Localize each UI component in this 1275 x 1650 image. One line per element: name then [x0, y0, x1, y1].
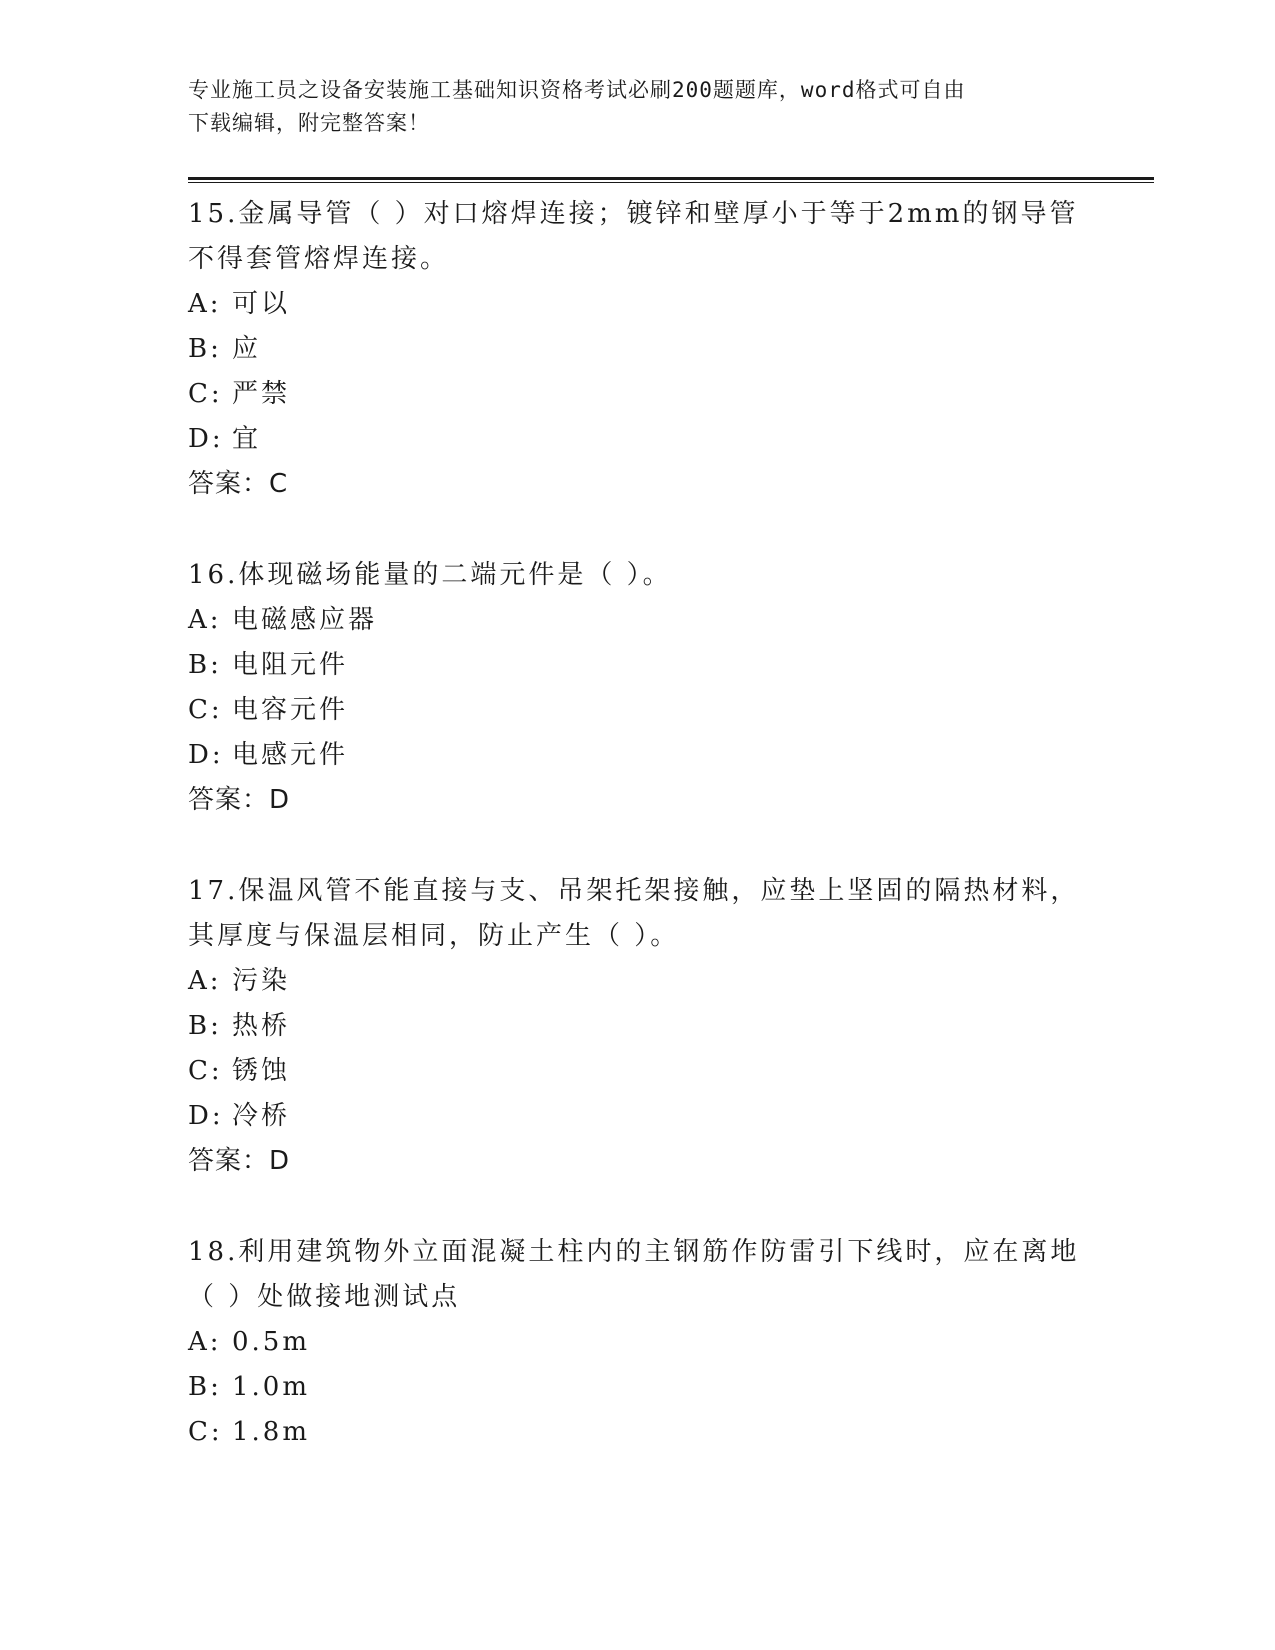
question-15: [188, 192, 1088, 507]
option-text: 污染: [232, 966, 291, 996]
question-text-line: 17.保温风管不能直接与支、吊架托架接触，应垫上坚固的隔热材料，: [188, 876, 1080, 906]
option-label: B:: [188, 650, 222, 680]
option-b: [188, 1004, 1088, 1049]
option-c: [188, 372, 1088, 417]
option-c: [188, 688, 1088, 733]
answer: 答案：D: [188, 1146, 291, 1176]
option-b: [188, 1365, 1088, 1410]
question-text-line: 18.利用建筑物外立面混凝土柱内的主钢筋作防雷引下线时，应在离地: [188, 1237, 1080, 1267]
option-label: C:: [188, 695, 223, 725]
document-header: [188, 74, 1088, 140]
option-text: 1.0m: [232, 1372, 311, 1402]
question-text-line: 其厚度与保温层相同，防止产生（ ）。: [188, 921, 680, 951]
question-text-line: 15.金属导管（ ）对口熔焊连接；镀锌和壁厚小于等于2mm的钢导管: [188, 199, 1079, 229]
header-line-1: 专业施工员之设备安装施工基础知识资格考试必刷200题题库，word格式可自由: [188, 78, 966, 102]
option-a: [188, 959, 1088, 1004]
answer: 答案：C: [188, 469, 289, 499]
option-label: A:: [188, 289, 222, 319]
option-b: [188, 327, 1088, 372]
option-label: D:: [188, 424, 224, 454]
option-text: 应: [232, 334, 262, 364]
option-text: 可以: [232, 289, 291, 319]
answer: 答案：D: [188, 785, 291, 815]
option-text: 锈蚀: [232, 1056, 291, 1086]
question-text-line: （ ）处做接地测试点: [188, 1282, 461, 1312]
option-label: D:: [188, 740, 224, 770]
option-label: B:: [188, 1011, 222, 1041]
option-c: [188, 1410, 1088, 1455]
option-text: 电感元件: [232, 740, 349, 770]
question-list: [188, 192, 1088, 1501]
option-a: [188, 598, 1088, 643]
question-16: [188, 553, 1088, 823]
header-divider-thin: [188, 182, 1154, 183]
option-d: [188, 733, 1088, 778]
question-18: [188, 1230, 1088, 1455]
option-text: 电容元件: [232, 695, 349, 725]
option-text: 电阻元件: [232, 650, 349, 680]
header-line-2: 下载编辑，附完整答案！: [188, 111, 430, 135]
option-a: [188, 282, 1088, 327]
option-text: 热桥: [232, 1011, 291, 1041]
option-text: 0.5m: [232, 1327, 311, 1357]
option-c: [188, 1049, 1088, 1094]
option-d: [188, 1094, 1088, 1139]
option-b: [188, 643, 1088, 688]
option-text: 冷桥: [232, 1101, 291, 1131]
option-label: C:: [188, 1417, 223, 1447]
option-text: 严禁: [232, 379, 291, 409]
option-text: 电磁感应器: [232, 605, 378, 635]
header-divider-thick: [188, 177, 1154, 180]
option-label: D:: [188, 1101, 224, 1131]
option-label: A:: [188, 1327, 222, 1357]
option-label: C:: [188, 1056, 223, 1086]
option-label: A:: [188, 966, 222, 996]
question-17: [188, 869, 1088, 1184]
question-text-line: 不得套管熔焊连接。: [188, 244, 450, 274]
option-a: [188, 1320, 1088, 1365]
question-text-line: 16.体现磁场能量的二端元件是（ ）。: [188, 560, 672, 590]
option-label: C:: [188, 379, 223, 409]
option-d: [188, 417, 1088, 462]
option-label: B:: [188, 334, 222, 364]
option-label: A:: [188, 605, 222, 635]
option-text: 1.8m: [232, 1417, 311, 1447]
option-text: 宜: [232, 424, 262, 454]
option-label: B:: [188, 1372, 222, 1402]
